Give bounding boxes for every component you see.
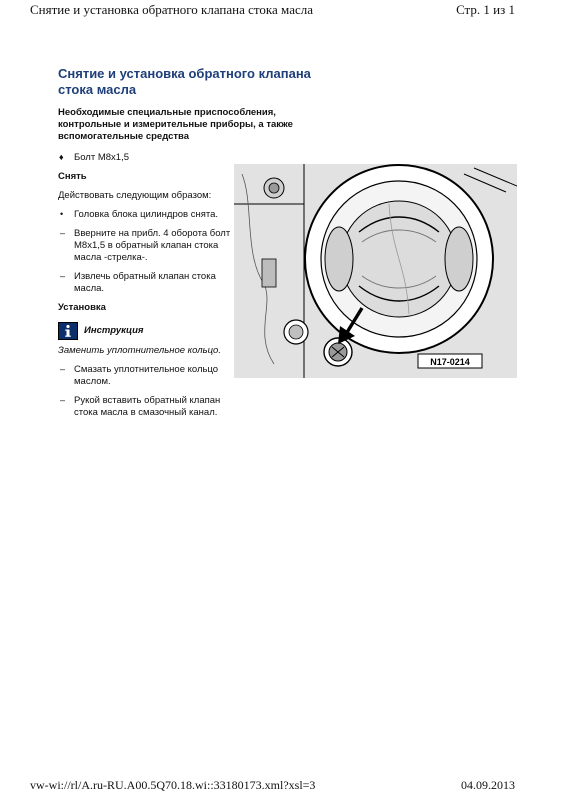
diamond-bullet-icon: ♦ (59, 152, 64, 162)
install-step-1-line1: Смазать уплотнительное кольцо (74, 364, 219, 375)
footer-url: vw-wi://rl/A.ru-RU.A00.5Q70.18.wi::33180173.xml?xsl=3 (30, 778, 316, 792)
page-title-line1: Снятие и установка обратного клапана (58, 66, 311, 81)
remove-step-3-line2: масла. (74, 283, 105, 294)
remove-step-1: Головка блока цилиндров снята. (74, 209, 219, 220)
remove-intro: Действовать следующим образом: (58, 190, 212, 201)
info-icon (58, 322, 78, 340)
remove-step-2-line1: Вверните на прибл. 4 оборота болт (74, 228, 231, 239)
install-step-2-line1: Рукой вставить обратный клапан (74, 395, 221, 406)
tools-heading-line3: вспомогательные средства (58, 131, 190, 142)
instruction-label: Инструкция (84, 325, 144, 336)
dash-bullet-icon: – (60, 395, 66, 405)
header-page-number: Стр. 1 из 1 (456, 2, 515, 17)
dot-bullet-icon: • (60, 209, 64, 219)
page-title-line2: стока масла (58, 82, 137, 97)
footer-date: 04.09.2013 (461, 778, 515, 792)
page-header (0, 2, 566, 18)
page-footer (0, 778, 566, 794)
dash-bullet-icon: – (60, 228, 66, 238)
engine-block-illustration (234, 164, 517, 378)
dash-bullet-icon: – (60, 364, 66, 374)
header-title: Снятие и установка обратного клапана стока масла (30, 2, 313, 17)
remove-heading: Снять (58, 171, 87, 182)
figure-label: N17-0214 (430, 357, 470, 367)
instruction-text: Заменить уплотнительное кольцо. (58, 345, 221, 356)
remove-step-3-line1: Извлечь обратный клапан стока (74, 271, 216, 282)
tool-item: Болт M8x1,5 (74, 152, 129, 163)
remove-step-2-line3: масла -стрелка-. (74, 252, 148, 263)
install-heading: Установка (58, 302, 106, 313)
tools-heading-line2: контрольные и измерительные приборы, а также (58, 119, 293, 130)
install-step-2-line2: стока масла в смазочный канал. (74, 407, 218, 418)
remove-step-2-line2: M8x1,5 в обратный клапан стока (74, 240, 219, 251)
install-step-1-line2: маслом. (74, 376, 111, 387)
dash-bullet-icon: – (60, 271, 66, 281)
tools-heading-line1: Необходимые специальные приспособления, (58, 107, 276, 118)
